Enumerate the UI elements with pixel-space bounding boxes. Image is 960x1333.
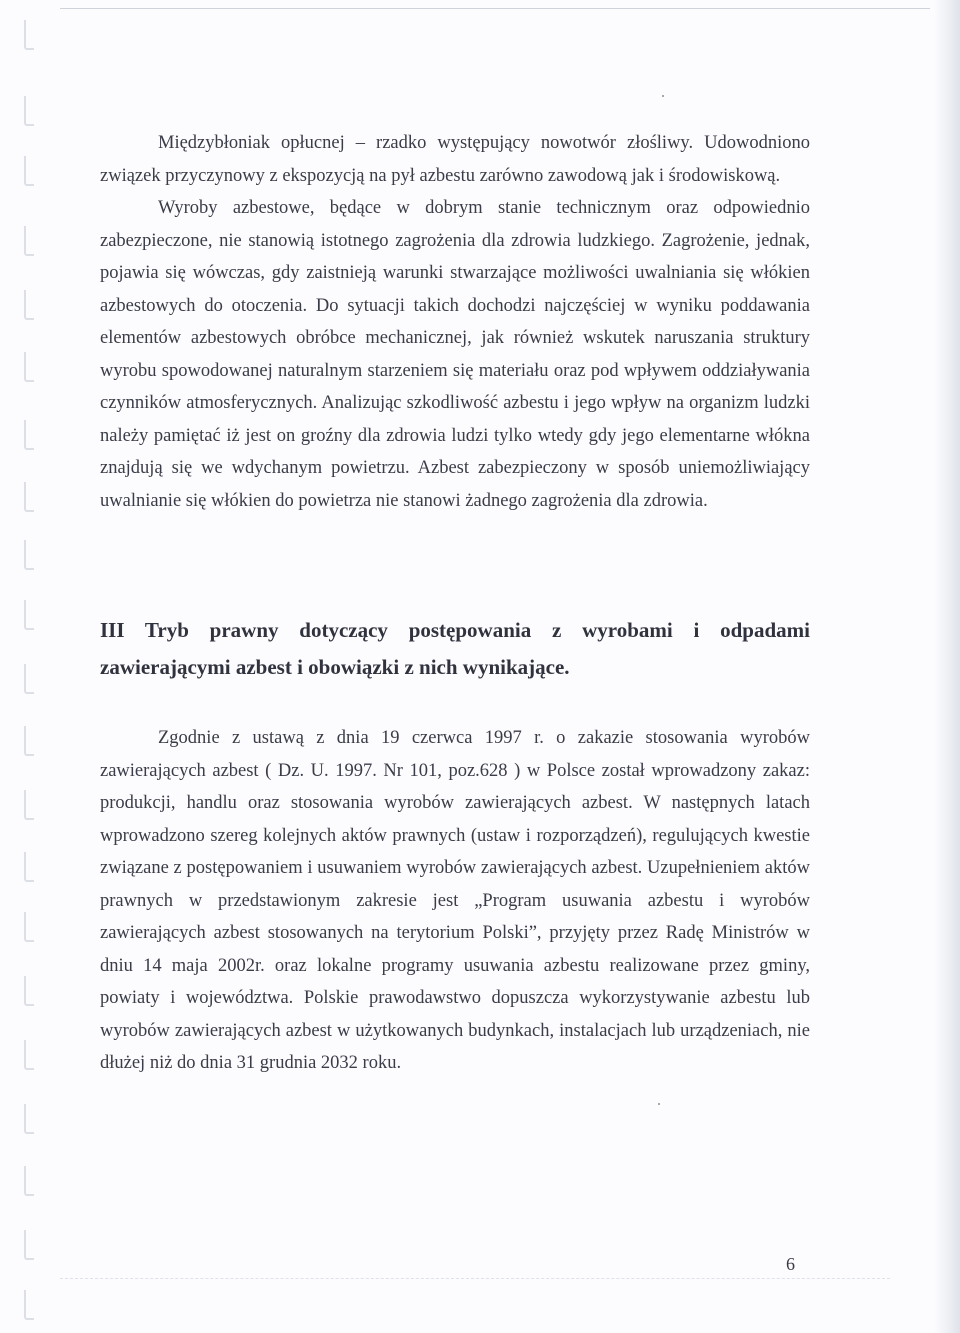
binder-mark	[24, 226, 34, 256]
speck	[662, 95, 664, 97]
binder-mark	[24, 726, 34, 756]
binder-mark	[24, 852, 34, 882]
binder-mark	[24, 600, 34, 630]
binder-mark	[24, 790, 34, 820]
binder-mark	[24, 1290, 34, 1320]
paragraph-legal-framework: Zgodnie z ustawą z dnia 19 czerwca 1997 r. o zakazie stosowania wyrobów zawierających azbest ( Dz. U. 1997. Nr 101, poz.628 ) w Polsce został wprowadzony zakaz: produkcji, handlu oraz stosowania wyrobów zawierających azbest. W następnych latach wprowadzono szereg kolejnych aktów prawnych (ustaw i rozporządzeń), regulujących kwestie związane z postępowaniem i usuwaniem wyrobów zawierających azbest. Uzupełnieniem aktów prawnych w przedstawionym zakresie jest „Program usuwania azbestu i wyrobów zawierających azbest stosowanych na terytorium Polski”, przyjęty przez Radę Ministrów w dniu 14 maja 2002r. oraz lokalne programy usuwania azbestu realizowane przez gminy, powiaty i województwa. Polskie prawodawstwo dopuszcza wykorzystywanie azbestu lub wyrobów zawierających azbest w użytkowanych budynkach, instalacjach lub urządzeniach, nie dłużej niż do dnia 31 grudnia 2032 roku.	[100, 728, 810, 1073]
paragraph-asbestos-products: Wyroby azbestowe, będące w dobrym stanie technicznym oraz odpowiednio zabezpieczone, nie stanowią istotnego zagrożenia dla zdrowia ludzkiego. Zagrożenie, jednak, pojawia się wówczas, gdy zaistnieją warunki stwarzające możliwości uwalniania się włókien azbestowych do otoczenia. Do sytuacji takich dochodzi najczęściej w wyniku poddawania elementów azbestowych obróbce mechanicznej, jak również wskutek naruszania struktury wyrobu spowodowanej naturalnym starzeniem się materiału oraz pod wpływem oddziaływania czynników atmosferycznych. Analizując szkodliwość azbestu i jego wpływ na organizm ludzki należy pamiętać iż jest on groźny dla zdrowia ludzi tylko wtedy gdy jego elementarne włókna znajdują się we wdychanym powietrzu. Azbest zabezpieczony w sposób uniemożliwiający uwalnianie się włókien do powietrza nie stanowi żadnego zagrożenia dla zdrowia.	[100, 198, 810, 511]
page-number: 6	[786, 1254, 795, 1274]
binder-mark	[24, 290, 34, 320]
binder-mark	[24, 1104, 34, 1134]
binder-mark	[24, 20, 34, 50]
binder-mark	[24, 156, 34, 186]
binder-mark	[24, 482, 34, 512]
top-edge-line	[60, 8, 930, 9]
speck	[658, 1103, 660, 1105]
bottom-edge-line	[60, 1278, 890, 1279]
binder-mark	[24, 96, 34, 126]
binder-mark	[24, 352, 34, 382]
body-section-2	[100, 722, 810, 1080]
binder-marks	[24, 0, 38, 1333]
binder-mark	[24, 540, 34, 570]
body-section-1	[100, 127, 810, 517]
binder-mark	[24, 1040, 34, 1070]
paragraph-mesothelioma: Międzybłoniak opłucnej – rzadko występujący nowotwór złośliwy. Udowodniono związek przyczynowy z ekspozycją na pył azbestu zarówno zawodową jak i środowiskową.	[100, 133, 810, 186]
binder-mark	[24, 1166, 34, 1196]
page-right-edge-shadow	[934, 0, 960, 1333]
binder-mark	[24, 664, 34, 694]
section-heading: III Tryb prawny dotyczący postępowania z wyrobami i odpadami zawierającymi azbest i obowiązki z nich wynikające.	[100, 618, 810, 679]
binder-mark	[24, 976, 34, 1006]
binder-mark	[24, 420, 34, 450]
binder-mark	[24, 912, 34, 942]
binder-mark	[24, 1230, 34, 1260]
